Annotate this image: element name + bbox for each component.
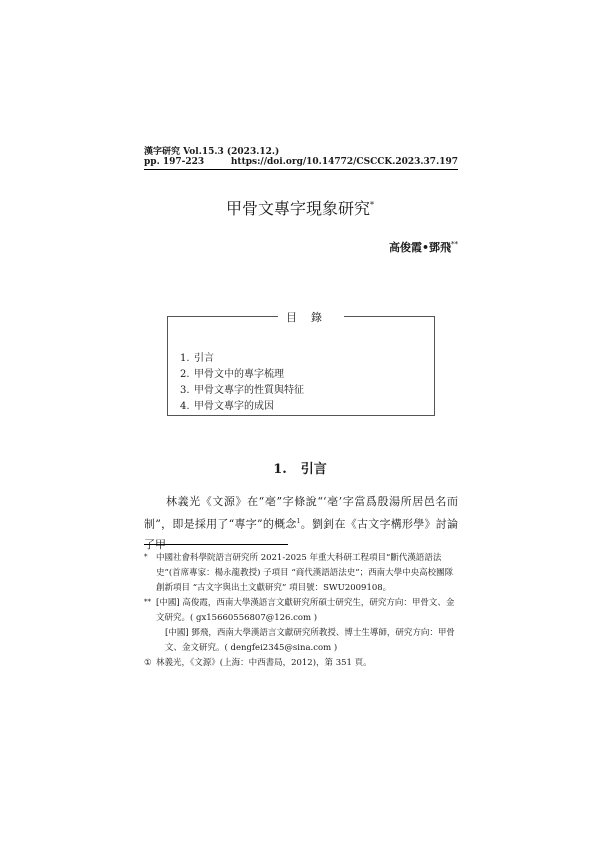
section-number: 1. (273, 462, 287, 477)
paragraph-text: 林義光《文源》在“亳”字條說“‘亳’字當爲殷湯所居邑名而制”，即是採用了“專字”的概念 (144, 495, 458, 531)
paper-title (0, 196, 600, 219)
doi-link[interactable]: https://doi.org/10.14772/CSCCK.2023.37.197 (230, 157, 458, 167)
toc-list (180, 351, 304, 415)
title-footnote-marker: * (370, 200, 374, 210)
footnote-text: [中國] 鄧飛，西南大學漢語言文獻研究所教授、博士生導師，研究方向：甲骨文、金文研究。( dengfei2345@sina.com ) (165, 628, 455, 653)
footnote-marker: * (144, 553, 148, 561)
author-line (389, 239, 458, 255)
footnote-text: 林義光，《文源》(上海：中西書局，2012)，第 351 頁。 (156, 658, 372, 668)
toc-item-label: 甲骨文中的專字梳理 (194, 369, 284, 380)
journal-info: 漢字研究 Vol.15.3 (2023.12.) (144, 147, 280, 157)
footnote-reference[interactable]: 1 (296, 518, 301, 525)
footnote-author-2 (144, 626, 458, 656)
footnote-marker: ** (144, 598, 151, 606)
footnote-rule (144, 544, 288, 545)
footnote-1 (144, 656, 458, 671)
section-heading (0, 458, 600, 477)
page-range: pp. 197-223 (144, 157, 205, 167)
toc-item[interactable] (180, 367, 304, 383)
table-of-contents (167, 311, 435, 416)
footnote-funding (144, 551, 458, 596)
footnote-marker: ① (144, 658, 152, 668)
toc-item[interactable] (180, 351, 304, 367)
title-text: 甲骨文專字現象研究 (225, 199, 370, 218)
header-rule (144, 169, 458, 170)
paragraph-text-cont: 。劉釗在《古文字構形學》討論了甲 (144, 517, 459, 551)
body-paragraph (144, 492, 458, 555)
toc-item-label: 引言 (194, 353, 214, 364)
footnote-text: [中國] 高俊霞，西南大學漢語言文獻研究所碩士研究生，研究方向：甲骨文、金文研究。( gx15660556807@126.com ) (156, 598, 455, 623)
toc-item-number: 3. (180, 385, 190, 396)
body-text (144, 492, 458, 555)
toc-item-label: 甲骨文專字的成因 (194, 401, 274, 412)
toc-item-number: 1. (180, 353, 190, 364)
toc-item-number: 4. (180, 401, 190, 412)
toc-item-label: 甲骨文專字的性質與特征 (194, 385, 304, 396)
toc-item-number: 2. (180, 369, 190, 380)
toc-item[interactable] (180, 383, 304, 399)
author-footnote-marker: ** (451, 240, 458, 249)
footnotes (144, 551, 458, 671)
footnote-text: 中國社會科學院語言研究所 2021-2025 年重大科研工程項目“斷代漢語語法史”(首席專家：楊永龍教授) 子項目 “商代漢語語法史”；西南大學中央高校團隊創新項目 “古文字與出土文獻研究” 項目號：SWU2009108。 (156, 553, 454, 593)
section-title: 引言 (300, 462, 327, 477)
toc-heading: 目錄 (278, 309, 344, 325)
toc-item[interactable] (180, 399, 304, 415)
footnote-author-1 (144, 596, 458, 626)
author-names: 高俊霞•鄧飛 (388, 241, 451, 254)
